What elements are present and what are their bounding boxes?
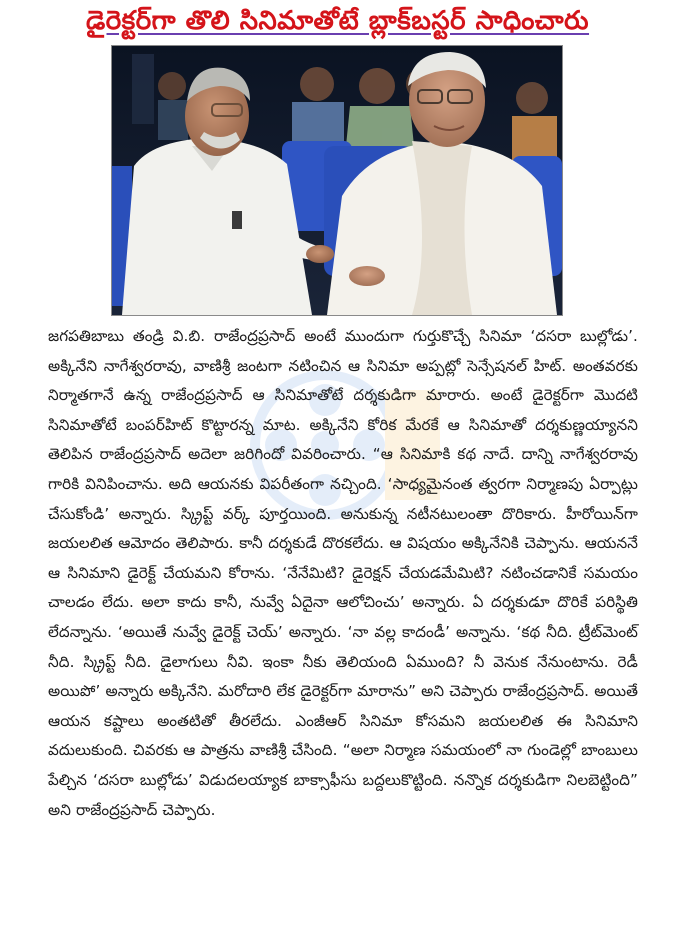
headline: డైరెక్టర్‌గా తొలి సినిమాతోటే బ్లాక్‌బస్టర్ సాధించారు — [85, 6, 590, 36]
article-body: జగపతిబాబు తండ్రి వి.బి. రాజేంద్రప్రసాద్ అంటే ముందుగా గుర్తుకొచ్చే సినిమా ‘దసరా బుల్లోడు’. అక్కినేని నాగేశ్వరరావు, వాణిశ్రీ జంటగా నటించిన ఆ సినిమా అప్పట్లో సెన్సేషనల్ హిట్. అంతవరకు నిర్మాతగానే ఉన్న రాజేంద్రప్రసాద్ ఆ సినిమాతోటే దర్శకుడిగా మారారు. అంటే డైరెక్టర్‌గా మొదటి సినిమాతోటే బంపర్‌హిట్ కొట్టారన్న మాట. అక్కినేని కోరిక మేరకే ఆ సినిమాతో దర్శకుణ్ణయ్యానని తెలిపిన రాజేంద్రప్రసాద్ అదెలా జరిగిందో వివరించారు. “ఆ సినిమాకి కథ నాదే. దాన్ని నాగేశ్వరరావు గారికి వినిపించాను. అది ఆయనకు విపరీతంగా నచ్చింది. ‘సాధ్యమైనంత త్వరగా నిర్మాణపు ఏర్పాట్లు చేసుకోండి’ అన్నారు. స్క్రిప్ట్ వర్క్ పూర్తయింది. అనుకున్న నటీనటులంతా దొరికారు. హీరోయిన్‌గా జయలలిత ఆమోదం తెలిపారు. కానీ దర్శకుడే దొరకలేదు. ఆ విషయం అక్కినేనికి చెప్పాను. ఆయననే ఆ సినిమాని డైరెక్ట్ చేయమని కోరాను. ‘నేనేమిటి? డైరెక్షన్ చేయడమేమిటి? నటించడానికే సమయం చాలడం లేదు. అలా కాదు కానీ, నువ్వే ఏదైనా ఆలోచించు’ అన్నారు. ఏ దర్శకుడూ దొరికే పరిస్థితి లేదన్నాను. ‘అయితే నువ్వే డైరెక్ట్ చెయ్’ అన్నారు. ‘నా వల్ల కాదండీ’ అన్నాను. ‘కథ నీది. ట్రీట్‌మెంట్ నీది. స్క్రిప్ట్ నీది. డైలాగులు నీవి. ఇంకా నీకు తెలియంది ఏముంది? నీ వెనుక నేనుంటాను. రెడీ అయిపో’ అన్నారు అక్కినేని. మరోదారి లేక డైరెక్టర్‌గా మారాను” అని చెప్పారు రాజేంద్రప్రసాద్. అయితే ఆయన కష్టాలు అంతటితో తీరలేదు. ఎంజీఆర్ సినిమా కోసమని జయలలిత ఈ సినిమాని వదులుకుంది. చివరకు ఆ పాత్రను వాణిశ్రీ చేసింది. “అలా నిర్మాణ సమయంలో నా గుండెల్లో బాంబులు పేల్చిన ‘దసరా బుల్లోడు’ విడుదలయ్యాక బాక్సాఫీసు బద్దలుకొట్టింది. నన్నొక దర్శకుడిగా నిలబెట్టింది” అని రాజేంద్రప్రసాద్ చెప్పారు. — [48, 327, 638, 819]
article-photo — [111, 45, 563, 316]
photo-illustration — [112, 46, 562, 315]
